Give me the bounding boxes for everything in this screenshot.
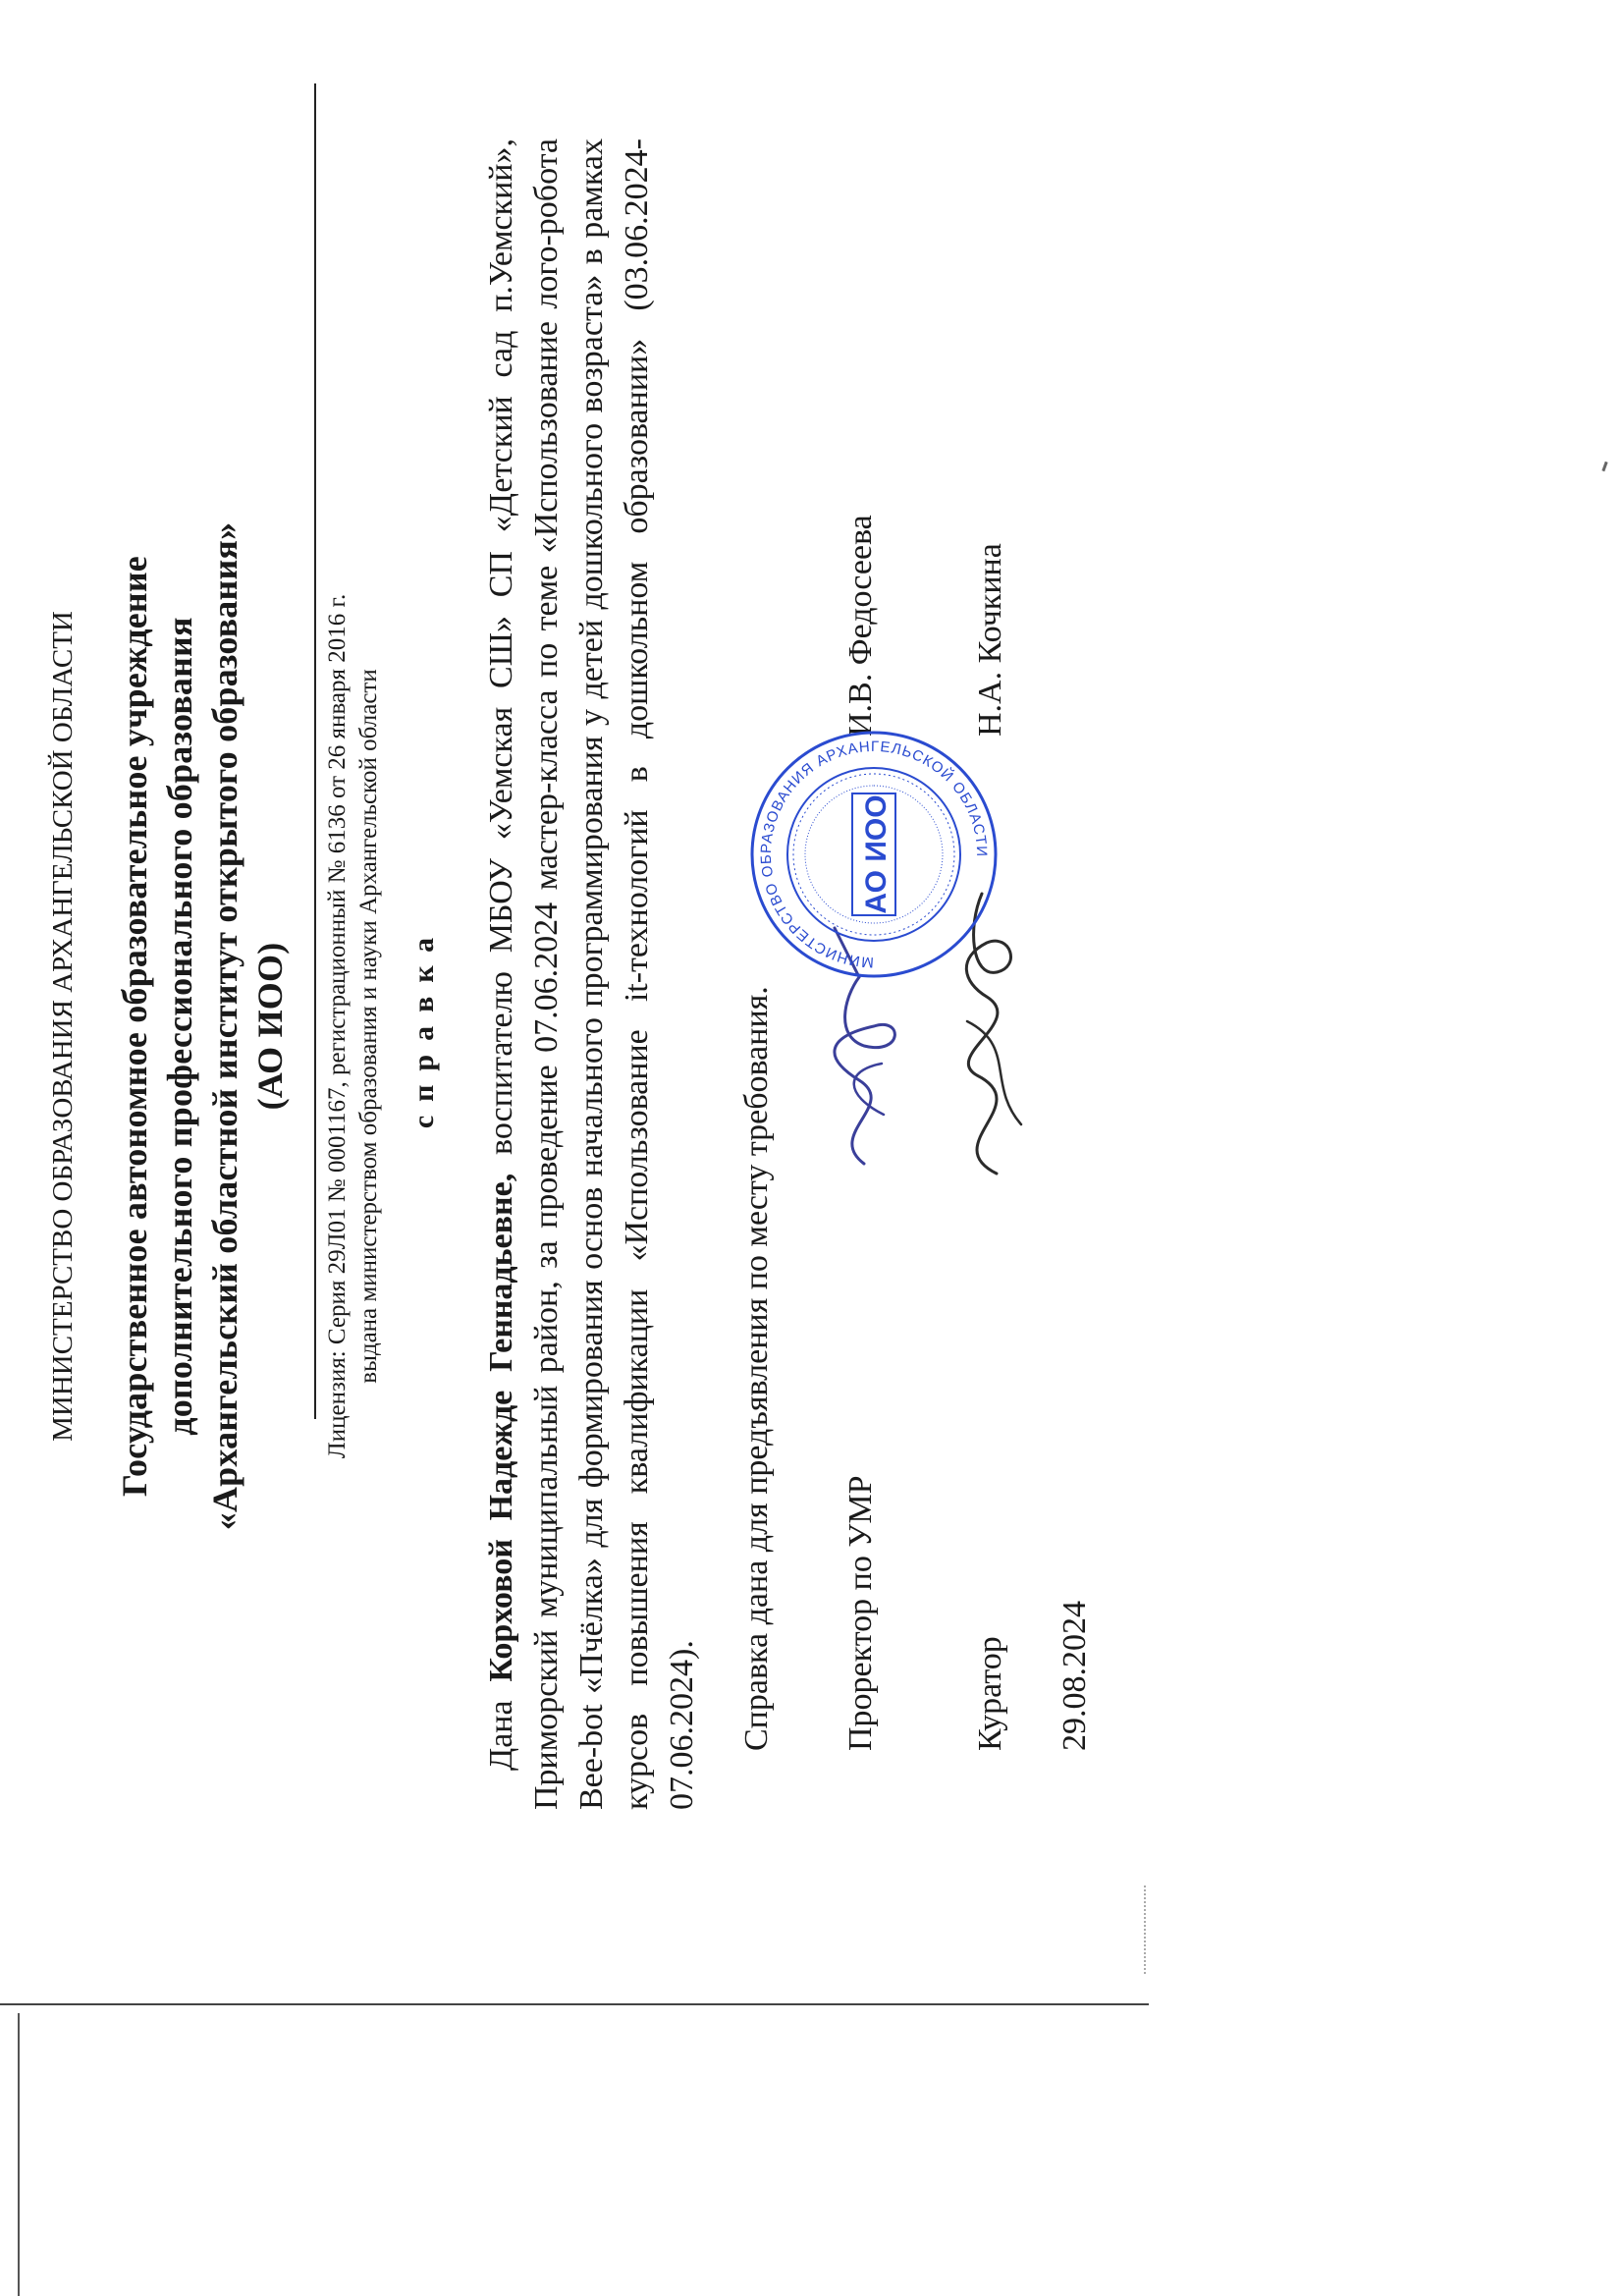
org-name-line-2: дополнительного профессионального образования bbox=[160, 617, 199, 1436]
license-issuer: выдана министерством образования и науки Архангельской области bbox=[355, 669, 382, 1384]
body-lead: Дана bbox=[483, 1681, 519, 1771]
seal-outer-text: МИНИСТЕРСТВО ОБРАЗОВАНИЯ АРХАНГЕЛЬСКОЙ ОБЛАСТИ bbox=[757, 738, 991, 971]
scan-fold-line bbox=[1144, 1886, 1148, 1974]
signer-name-prorector: И.В. Федосеева bbox=[842, 515, 879, 737]
document-title: справка bbox=[407, 923, 440, 1129]
signer-role-prorector: Проректор по УМР bbox=[842, 1475, 879, 1751]
body-text: воспитателю МБОУ «Уемская СШ» СП «Детский сад п.Уемский», Приморский муниципальный район, за проведение 07.06.2024 мастер-класса по теме «Использование лого-робота Bee-bot «Пчёлка» для формирования основ начального программирования у детей дошкольного возраста» в рамках курсов повышения квалификации «Использование it-технологий в дошкольном образовании» (03.06.2024- 07.06.2024). bbox=[483, 138, 700, 1810]
official-seal-icon bbox=[746, 727, 1001, 982]
license-info: Лицензия: Серия 29Л01 № 0001167, регистрационный № 6136 от 26 января 2016 г. bbox=[324, 593, 351, 1459]
org-name-line-3: «Архангельский областной институт открытого образования» bbox=[205, 521, 244, 1531]
recipient-name: Корховой Надежде Геннадьевне, bbox=[483, 1173, 519, 1682]
scan-edge-line bbox=[0, 2003, 1149, 2005]
org-name-line-1: Государственное автономное образовательное учреждение bbox=[115, 556, 154, 1497]
signer-name-curator: Н.А. Кочкина bbox=[972, 543, 1008, 737]
org-abbreviation: (АО ИОО) bbox=[250, 942, 290, 1111]
certificate-body bbox=[479, 138, 705, 1810]
issue-date: 29.08.2024 bbox=[1056, 1601, 1093, 1751]
ministry-header: МИНИСТЕРСТВО ОБРАЗОВАНИЯ АРХАНГЕЛЬСКОЙ ОБЛАСТИ bbox=[47, 611, 79, 1442]
header-divider bbox=[314, 83, 316, 1419]
scan-edge-line bbox=[18, 2013, 20, 2296]
scan-speck bbox=[1601, 462, 1607, 471]
seal-center-text: АО ИОО bbox=[860, 794, 893, 914]
closing-statement: Справка дана для предъявления по месту требования. bbox=[738, 986, 775, 1751]
signer-role-curator: Куратор bbox=[972, 1636, 1008, 1751]
